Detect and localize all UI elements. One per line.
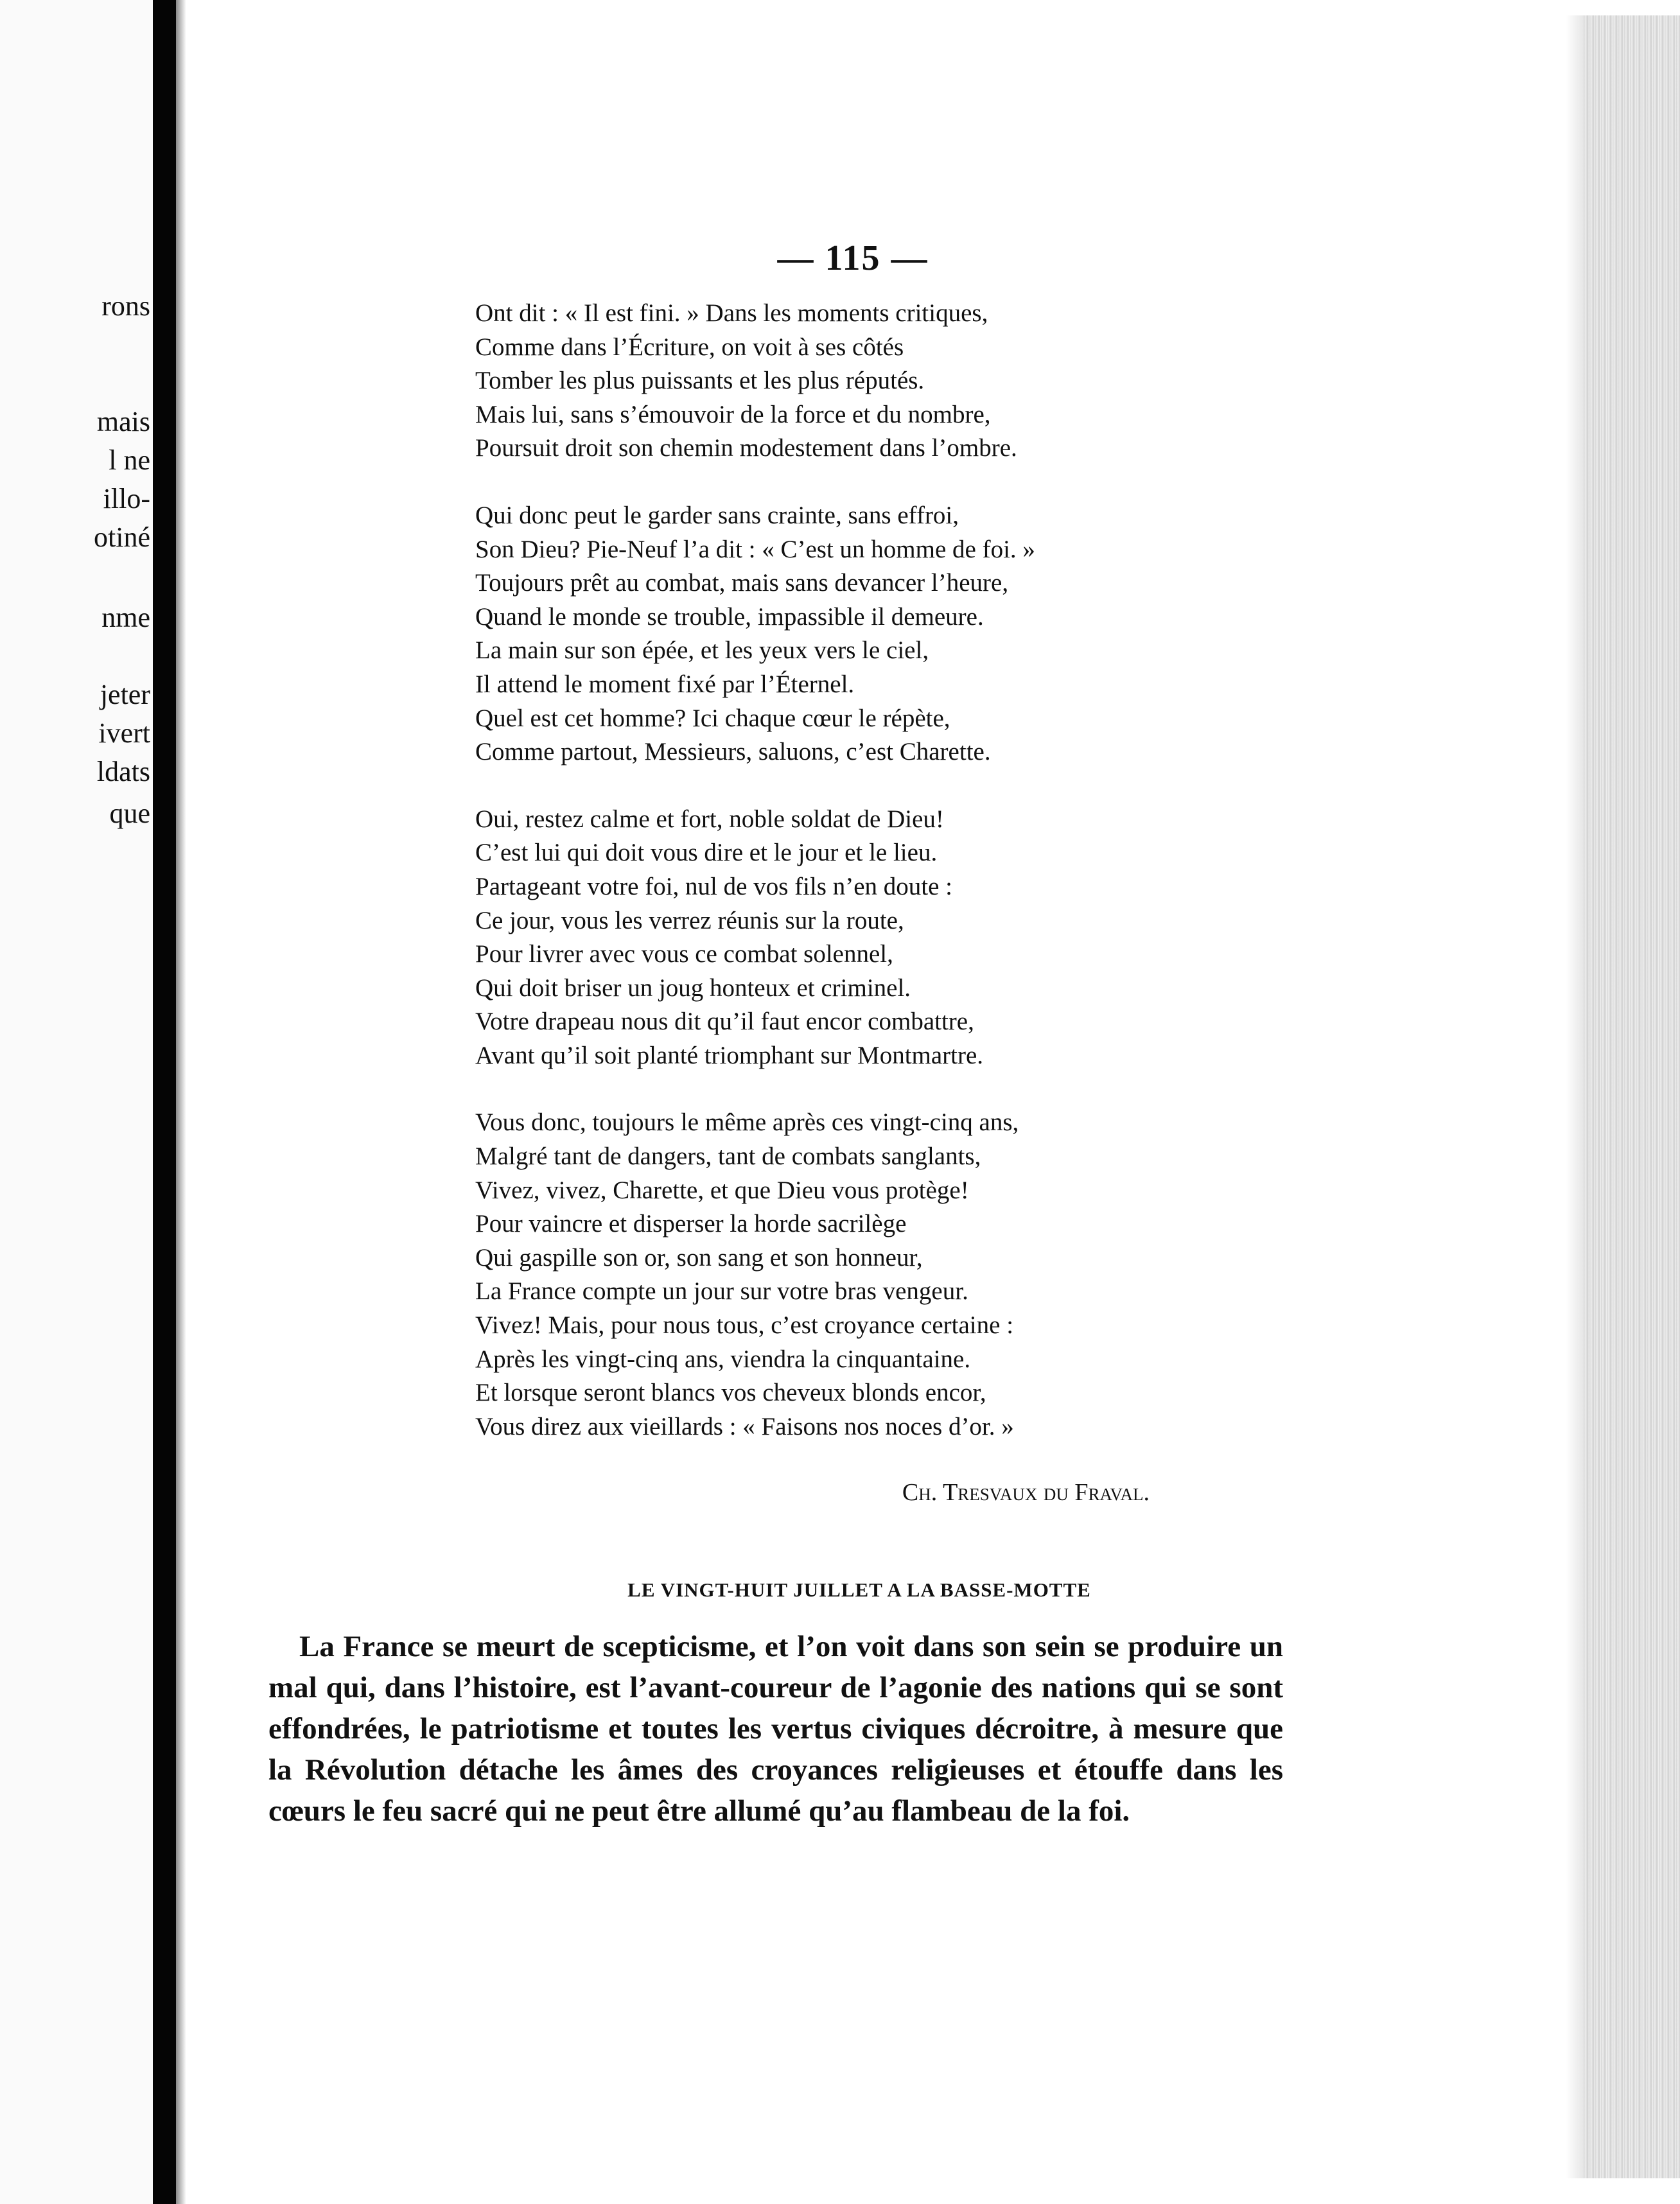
poem-line: Ont dit : « Il est fini. » Dans les moments critiques, bbox=[475, 299, 988, 327]
poem-line: Mais lui, sans s’émouvoir de la force et du nombre, bbox=[475, 400, 991, 428]
poem-line: Pour livrer avec vous ce combat solennel, bbox=[475, 940, 893, 968]
page-number bbox=[0, 238, 1680, 279]
poem-line: Vivez! Mais, pour nous tous, c’est croyance certaine : bbox=[475, 1311, 1014, 1340]
poem-line: Et lorsque seront blancs vos cheveux blonds encor, bbox=[475, 1379, 986, 1407]
left-page-fragment: ldats bbox=[96, 756, 150, 787]
book-gutter bbox=[153, 0, 176, 2204]
poem-line: Qui gaspille son or, son sang et son honneur, bbox=[475, 1243, 923, 1272]
poem-signature: Ch. Tresvaux du Fraval. bbox=[902, 1479, 1150, 1506]
poem-line: Vous direz aux vieillards : « Faisons nos noces d’or. » bbox=[475, 1412, 1014, 1440]
poem-stanza bbox=[475, 1106, 1182, 1444]
poem-line: Vous donc, toujours le même après ces vingt-cinq ans, bbox=[475, 1108, 1019, 1137]
poem-line: Malgré tant de dangers, tant de combats sanglants, bbox=[475, 1142, 981, 1171]
left-page-fragment: l ne bbox=[109, 444, 150, 476]
poem-line: Avant qu’il soit planté triomphant sur Montmartre. bbox=[475, 1041, 984, 1069]
left-page-fragment: mais bbox=[96, 406, 150, 437]
poem-line: Après les vingt-cinq ans, viendra la cinquantaine. bbox=[475, 1345, 971, 1373]
left-page-fragment: rons bbox=[101, 290, 150, 322]
poem-line: Votre drapeau nous dit qu’il faut encor combattre, bbox=[475, 1008, 974, 1036]
left-page-fragment: otiné bbox=[94, 521, 150, 553]
body-paragraph: La France se meurt de scepticisme, et l’on voit dans son sein se produire un mal qui, dans l’histoire, est l’avant-coureur de l’agonie des nations qui se sont effondrées, le patriotisme et toutes les vertus civiques décroitre, à mesure que la Révolution détache les âmes des croyances religieuses et étouffe dans les cœurs le feu sacré qui ne peut être allumé qu’au flambeau de la foi. bbox=[268, 1630, 1283, 1828]
poem-line: C’est lui qui doit vous dire et le jour et le lieu. bbox=[475, 839, 938, 867]
poem-stanza bbox=[475, 297, 1182, 466]
poem-line: Pour vaincre et disperser la horde sacrilège bbox=[475, 1210, 907, 1238]
left-page-fragment: jeter bbox=[100, 679, 150, 710]
poem-line: Comme partout, Messieurs, saluons, c’est Charette. bbox=[475, 738, 991, 766]
left-page-fragment: nme bbox=[101, 602, 150, 633]
left-page-fragment: que bbox=[109, 798, 150, 829]
poem-line: Vivez, vivez, Charette, et que Dieu vous protège! bbox=[475, 1176, 969, 1204]
poem-line: Comme dans l’Écriture, on voit à ses côtés bbox=[475, 333, 904, 361]
poem-line: Quel est cet homme? Ici chaque cœur le répète, bbox=[475, 704, 950, 732]
poem-line: Tomber les plus puissants et les plus réputés. bbox=[475, 367, 925, 395]
poem-stanza bbox=[475, 499, 1182, 769]
poem-line: Il attend le moment fixé par l’Éternel. bbox=[475, 670, 855, 698]
poem-line: Ce jour, vous les verrez réunis sur la route, bbox=[475, 906, 904, 934]
poem-line: Toujours prêt au combat, mais sans devancer l’heure, bbox=[475, 569, 1009, 597]
book-fore-edge bbox=[1584, 15, 1680, 2178]
gutter-shadow bbox=[176, 0, 186, 2204]
poem-line: Poursuit droit son chemin modestement dans l’ombre. bbox=[475, 434, 1017, 462]
poem-stanza bbox=[475, 803, 1182, 1073]
fore-edge-shadow bbox=[1566, 15, 1584, 2178]
poem-line: La France compte un jour sur votre bras vengeur. bbox=[475, 1277, 968, 1306]
left-page-fragment: ivert bbox=[98, 717, 150, 749]
left-facing-page bbox=[0, 0, 153, 2204]
section-body bbox=[268, 1626, 1283, 1832]
poem-line: Son Dieu? Pie-Neuf l’a dit : « C’est un homme de foi. » bbox=[475, 535, 1035, 563]
section-heading: LE VINGT-HUIT JUILLET A LA BASSE-MOTTE bbox=[627, 1579, 1091, 1601]
left-page-fragment: illo- bbox=[103, 483, 150, 514]
poem-line: Oui, restez calme et fort, noble soldat de Dieu! bbox=[475, 805, 944, 833]
poem-line: La main sur son épée, et les yeux vers le ciel, bbox=[475, 636, 929, 665]
poem-line: Partageant votre foi, nul de vos fils n’en doute : bbox=[475, 872, 952, 900]
poem bbox=[475, 297, 1182, 1477]
poem-line: Quand le monde se trouble, impassible il demeure. bbox=[475, 602, 984, 631]
poem-line: Qui doit briser un joug honteux et criminel. bbox=[475, 974, 911, 1002]
poem-line: Qui donc peut le garder sans crainte, sans effroi, bbox=[475, 501, 959, 529]
page-number-text: — 115 — bbox=[777, 238, 929, 278]
